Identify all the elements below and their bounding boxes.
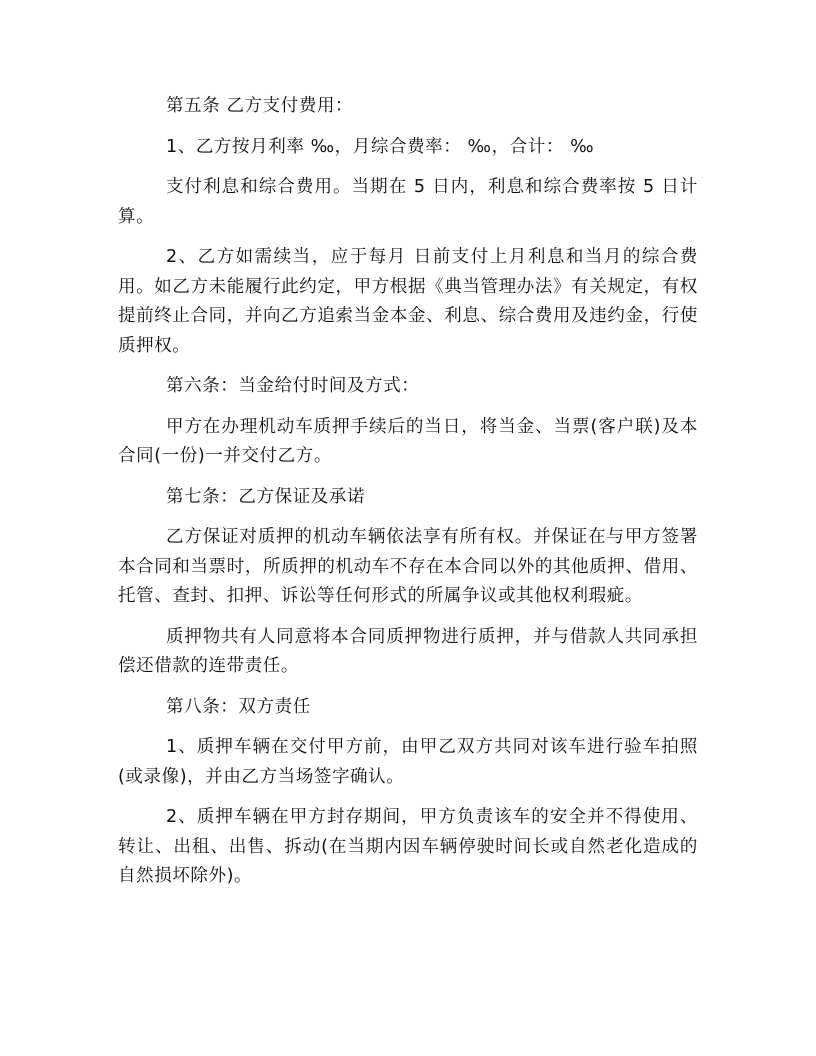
article-5-clause-1: 1、乙方按月利率 ‰，月综合费率： ‰，合计： ‰ (166, 136, 595, 157)
article-8-clause-1: 1、质押车辆在交付甲方前，由甲乙双方共同对该车进行验车拍照(或录像)，并由乙方当场签字确认。 (118, 737, 698, 787)
article-8-clause-2: 2、质押车辆在甲方封存期间，甲方负责该车的安全并不得使用、转让、出租、出售、拆动(在当期内因车辆停驶时间长或自然老化造成的自然损坏除外)。 (118, 807, 698, 886)
article-5-clause-2: 2、乙方如需续当，应于每月 日前支付上月利息和当月的综合费用。如乙方未能履行此约定，甲方根据《典当管理办法》有关规定，有权提前终止合同，并向乙方追索当金本金、利息、综合费用及违约金，行使质押权。 (118, 247, 698, 356)
article-7-co-owner-consent: 质押物共有人同意将本合同质押物进行质押，并与借款人共同承担偿还借款的连带责任。 (118, 626, 698, 676)
article-5-heading: 第五条 乙方支付费用： (166, 96, 354, 116)
article-7-guarantee: 乙方保证对质押的机动车辆依法享有所有权。并保证在与甲方签署本合同和当票时，所质押的机动车不存在本合同以外的其他质押、借用、托管、查封、扣押、诉讼等任何形式的所属争议或其他权利瑕疵。 (118, 527, 698, 606)
document-page (118, 92, 698, 903)
article-7-heading: 第七条：乙方保证及承诺 (166, 486, 366, 507)
article-6-body: 甲方在办理机动车质押手续后的当日，将当金、当票(客户联)及本合同(一份)一并交付乙方。 (118, 416, 698, 466)
article-6-heading: 第六条：当金给付时间及方式： (166, 376, 420, 396)
article-5-payment-note: 支付利息和综合费用。当期在 5 日内，利息和综合费率按 5 日计算。 (118, 177, 698, 227)
article-8-heading: 第八条：双方责任 (166, 696, 311, 717)
